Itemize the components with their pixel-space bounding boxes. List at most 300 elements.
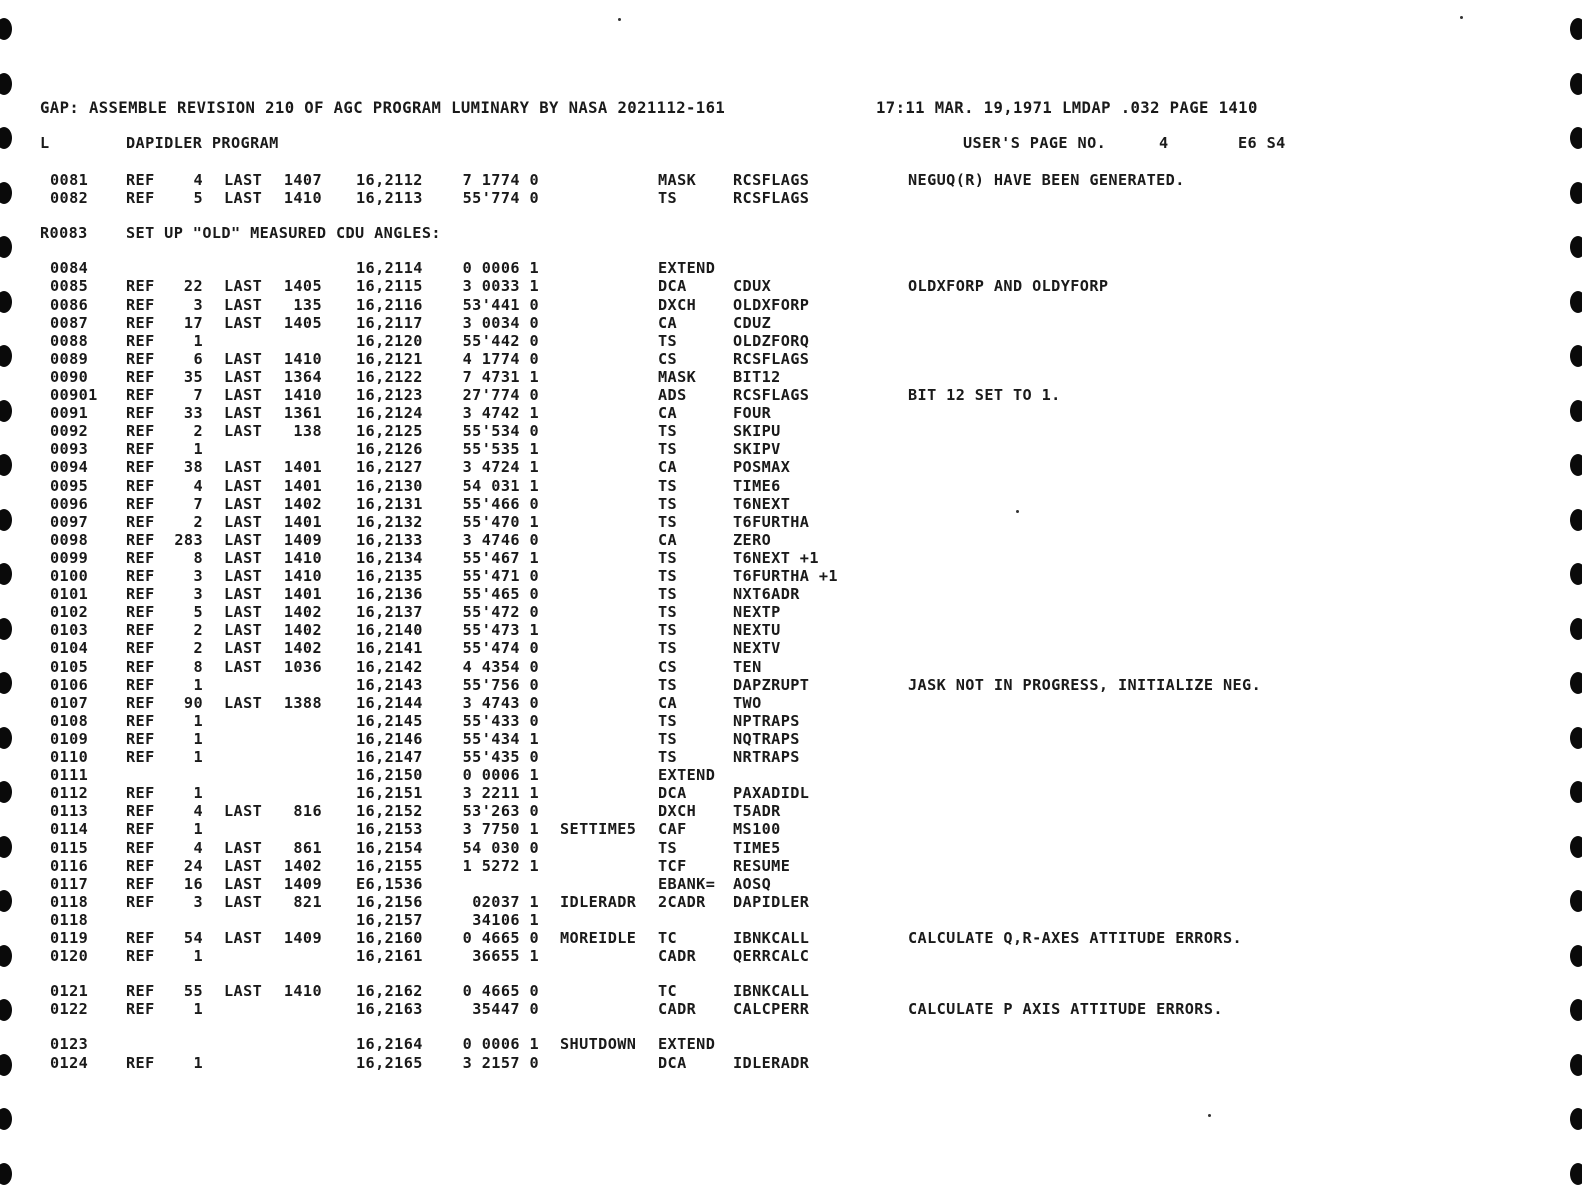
- opcode: EXTEND: [658, 259, 716, 278]
- memory-address: 16,2152: [356, 802, 423, 821]
- ref-count: 1: [193, 820, 203, 839]
- memory-address: 16,2123: [356, 386, 423, 404]
- octal-word: 3 4743 0: [462, 693, 539, 712]
- seq-number: 0085: [50, 277, 89, 296]
- last-page: 861: [293, 838, 322, 857]
- operand: CDUX: [733, 277, 772, 296]
- seq-number: 0091: [50, 404, 89, 423]
- seq-number: 0110: [50, 748, 89, 766]
- memory-address: 16,2156: [356, 892, 423, 911]
- memory-address: 16,2164: [356, 1035, 423, 1054]
- ref-keyword: REF: [126, 639, 155, 658]
- operand: DAPZRUPT: [733, 675, 810, 694]
- ref-count: 90: [183, 693, 203, 712]
- memory-address: 16,2116: [356, 295, 423, 314]
- ref-count: 7: [193, 494, 203, 513]
- last-keyword: LAST: [224, 567, 263, 585]
- last-keyword: LAST: [224, 404, 263, 423]
- ref-count: 38: [183, 458, 203, 477]
- operand: FOUR: [733, 404, 772, 423]
- last-page: 1401: [283, 585, 322, 604]
- symbol-label: IDLERADR: [560, 892, 637, 911]
- ref-keyword: REF: [126, 277, 155, 296]
- operand: NPTRAPS: [733, 711, 800, 730]
- seq-number: 0122: [50, 1000, 89, 1019]
- ref-keyword: REF: [126, 621, 155, 640]
- seq-number: 0086: [50, 295, 89, 314]
- sprocket-hole: [0, 345, 12, 367]
- ref-keyword: REF: [126, 1053, 155, 1072]
- sprocket-hole: [1570, 1054, 1582, 1076]
- opcode: CADR: [658, 947, 697, 966]
- last-keyword: LAST: [224, 367, 263, 386]
- operand: DAPIDLER: [733, 892, 810, 911]
- ref-count: 17: [183, 313, 203, 332]
- octal-word: 55'434 1: [462, 729, 539, 748]
- memory-address: 16,2132: [356, 512, 423, 531]
- last-page: 1364: [283, 367, 322, 386]
- memory-address: 16,2134: [356, 548, 423, 567]
- sprocket-hole: [1570, 727, 1582, 749]
- seq-number: 0124: [50, 1053, 89, 1072]
- opcode: MASK: [658, 171, 697, 189]
- operand: IBNKCALL: [733, 929, 810, 947]
- opcode: TS: [658, 422, 678, 441]
- opcode: EXTEND: [658, 1035, 716, 1054]
- ref-keyword: REF: [126, 567, 155, 585]
- seq-number: 0106: [50, 675, 89, 694]
- last-page: 1409: [283, 929, 322, 947]
- sprocket-hole: [1570, 509, 1582, 531]
- octal-word: 1 5272 1: [462, 856, 539, 875]
- sprocket-hole: [0, 73, 12, 95]
- octal-word: 53'263 0: [462, 802, 539, 821]
- last-keyword: LAST: [224, 548, 263, 567]
- memory-address: 16,2151: [356, 784, 423, 803]
- sprocket-hole: [0, 618, 12, 640]
- last-page: 1410: [283, 548, 322, 567]
- operand: ZERO: [733, 530, 772, 549]
- users-page-label: USER'S PAGE NO.: [963, 134, 1107, 152]
- seq-number: 0088: [50, 331, 89, 350]
- last-page: 1401: [283, 512, 322, 531]
- operand: TIME6: [733, 476, 781, 495]
- symbol-label: SHUTDOWN: [560, 1035, 637, 1054]
- octal-word: 3 0033 1: [462, 277, 539, 296]
- ref-keyword: REF: [126, 476, 155, 495]
- ref-count: 2: [193, 621, 203, 640]
- last-page: 1405: [283, 313, 322, 332]
- comment: JASK NOT IN PROGRESS, INITIALIZE NEG.: [908, 675, 1262, 694]
- memory-address: 16,2140: [356, 621, 423, 640]
- seq-number: 0089: [50, 349, 89, 368]
- ref-keyword: REF: [126, 947, 155, 966]
- last-page: 1410: [283, 386, 322, 404]
- memory-address: 16,2162: [356, 982, 423, 1001]
- ref-keyword: REF: [126, 422, 155, 441]
- ref-count: 2: [193, 639, 203, 658]
- opcode: TC: [658, 982, 678, 1001]
- opcode: CA: [658, 313, 678, 332]
- ref-keyword: REF: [126, 802, 155, 821]
- seq-number: 0108: [50, 711, 89, 730]
- ref-count: 35: [183, 367, 203, 386]
- opcode: CA: [658, 693, 678, 712]
- last-keyword: LAST: [224, 621, 263, 640]
- memory-address: 16,2127: [356, 458, 423, 477]
- sprocket-hole: [1570, 400, 1582, 422]
- memory-address: 16,2143: [356, 675, 423, 694]
- memory-address: 16,2135: [356, 567, 423, 585]
- ref-count: 33: [183, 404, 203, 423]
- sprocket-hole: [1570, 18, 1582, 40]
- sprocket-hole: [0, 291, 12, 313]
- memory-address: 16,2150: [356, 766, 423, 785]
- opcode: EXTEND: [658, 766, 716, 785]
- ref-keyword: REF: [126, 512, 155, 531]
- operand: T6FURTHA +1: [733, 567, 838, 585]
- seq-number: 0114: [50, 820, 89, 839]
- seq-number: 0090: [50, 367, 89, 386]
- opcode: DCA: [658, 784, 687, 803]
- octal-word: 3 0034 0: [462, 313, 539, 332]
- ref-keyword: REF: [126, 820, 155, 839]
- sprocket-hole: [0, 890, 12, 912]
- seq-number: 0119: [50, 929, 89, 947]
- ref-count: 6: [193, 349, 203, 368]
- octal-word: 3 4742 1: [462, 404, 539, 423]
- opcode: DCA: [658, 277, 687, 296]
- paper-speck: [1208, 1114, 1211, 1117]
- memory-address: 16,2131: [356, 494, 423, 513]
- operand: TWO: [733, 693, 762, 712]
- seq-number: 0081: [50, 171, 89, 189]
- sprocket-hole: [1570, 1108, 1582, 1130]
- octal-word: 0 4665 0: [462, 982, 539, 1001]
- sprocket-hole: [1570, 182, 1582, 204]
- comment: CALCULATE Q,R-AXES ATTITUDE ERRORS.: [908, 929, 1243, 947]
- seq-number: 0084: [50, 259, 89, 278]
- last-keyword: LAST: [224, 512, 263, 531]
- ref-count: 55: [183, 982, 203, 1001]
- ref-count: 1: [193, 331, 203, 350]
- last-page: 1361: [283, 404, 322, 423]
- sprocket-hole: [0, 563, 12, 585]
- octal-word: 0 0006 1: [462, 1035, 539, 1054]
- memory-address: 16,2112: [356, 171, 423, 189]
- ref-count: 1: [193, 947, 203, 966]
- ref-keyword: REF: [126, 386, 155, 404]
- ref-count: 2: [193, 422, 203, 441]
- memory-address: 16,2120: [356, 331, 423, 350]
- sprocket-hole: [0, 945, 12, 967]
- last-page: 1410: [283, 349, 322, 368]
- opcode: CS: [658, 349, 678, 368]
- seq-number: 0116: [50, 856, 89, 875]
- ref-keyword: REF: [126, 171, 155, 189]
- seq-number: 0093: [50, 440, 89, 459]
- operand: IDLERADR: [733, 1053, 810, 1072]
- octal-word: 55'471 0: [462, 567, 539, 585]
- operand: NEXTV: [733, 639, 781, 658]
- operand: IBNKCALL: [733, 982, 810, 1001]
- ref-keyword: REF: [126, 548, 155, 567]
- sprocket-hole: [0, 1054, 12, 1076]
- opcode: TS: [658, 440, 678, 459]
- sprocket-hole: [0, 182, 12, 204]
- ref-count: 2: [193, 512, 203, 531]
- octal-word: 53'441 0: [462, 295, 539, 314]
- memory-address: 16,2147: [356, 748, 423, 766]
- memory-address: 16,2153: [356, 820, 423, 839]
- ref-keyword: REF: [126, 440, 155, 459]
- octal-word: 55'435 0: [462, 748, 539, 766]
- ref-count: 7: [193, 386, 203, 404]
- ref-keyword: REF: [126, 313, 155, 332]
- octal-word: 55'474 0: [462, 639, 539, 658]
- operand: RCSFLAGS: [733, 189, 810, 208]
- seq-number: 0098: [50, 530, 89, 549]
- sprocket-hole: [1570, 291, 1582, 313]
- seq-number: 0097: [50, 512, 89, 531]
- last-page: 816: [293, 802, 322, 821]
- sprocket-hole: [1570, 236, 1582, 258]
- sprocket-hole: [1570, 781, 1582, 803]
- octal-word: 55'465 0: [462, 585, 539, 604]
- octal-word: 3 4746 0: [462, 530, 539, 549]
- octal-word: 3 2157 0: [462, 1053, 539, 1072]
- octal-word: 55'467 1: [462, 548, 539, 567]
- octal-word: 54 031 1: [462, 476, 539, 495]
- sprocket-hole: [0, 236, 12, 258]
- ref-keyword: REF: [126, 838, 155, 857]
- ref-count: 4: [193, 838, 203, 857]
- program-name: DAPIDLER PROGRAM: [126, 134, 279, 152]
- opcode: CAF: [658, 820, 687, 839]
- last-page: 1407: [283, 171, 322, 189]
- memory-address: 16,2136: [356, 585, 423, 604]
- seq-number: 0094: [50, 458, 89, 477]
- seq-number: 0082: [50, 189, 89, 208]
- opcode: TCF: [658, 856, 687, 875]
- opcode: TS: [658, 639, 678, 658]
- last-page: 1036: [283, 657, 322, 676]
- sprocket-hole: [1570, 345, 1582, 367]
- opcode: TS: [658, 476, 678, 495]
- memory-address: 16,2145: [356, 711, 423, 730]
- seq-number: 0113: [50, 802, 89, 821]
- operand: PAXADIDL: [733, 784, 810, 803]
- octal-word: 3 4724 1: [462, 458, 539, 477]
- memory-address: 16,2137: [356, 603, 423, 622]
- opcode: CADR: [658, 1000, 697, 1019]
- last-page: 138: [293, 422, 322, 441]
- opcode: DCA: [658, 1053, 687, 1072]
- sprocket-hole: [1570, 890, 1582, 912]
- ref-keyword: REF: [126, 331, 155, 350]
- ref-keyword: REF: [126, 367, 155, 386]
- octal-word: 36655 1: [472, 947, 539, 966]
- memory-address: 16,2165: [356, 1053, 423, 1072]
- last-page: 1409: [283, 874, 322, 893]
- operand: OLDZFORQ: [733, 331, 810, 350]
- ref-keyword: REF: [126, 711, 155, 730]
- memory-address: 16,2163: [356, 1000, 423, 1019]
- operand: POSMAX: [733, 458, 791, 477]
- sprocket-hole: [1570, 563, 1582, 585]
- last-keyword: LAST: [224, 874, 263, 893]
- ref-keyword: REF: [126, 892, 155, 911]
- sprocket-hole: [0, 727, 12, 749]
- last-keyword: LAST: [224, 277, 263, 296]
- seq-number: 0112: [50, 784, 89, 803]
- last-keyword: LAST: [224, 171, 263, 189]
- operand: T6NEXT: [733, 494, 791, 513]
- ref-count: 8: [193, 657, 203, 676]
- seq-number: 0118: [50, 892, 89, 911]
- operand: RCSFLAGS: [733, 386, 810, 404]
- last-page: 1401: [283, 458, 322, 477]
- ref-count: 1: [193, 1000, 203, 1019]
- last-page: 1410: [283, 189, 322, 208]
- sprocket-hole: [0, 400, 12, 422]
- octal-word: 55'756 0: [462, 675, 539, 694]
- last-keyword: LAST: [224, 838, 263, 857]
- ref-count: 5: [193, 603, 203, 622]
- operand: SKIPV: [733, 440, 781, 459]
- octal-word: 27'774 0: [462, 386, 539, 404]
- operand: NEXTP: [733, 603, 781, 622]
- last-keyword: LAST: [224, 295, 263, 314]
- memory-address: 16,2141: [356, 639, 423, 658]
- opcode: TS: [658, 748, 678, 766]
- octal-word: 4 1774 0: [462, 349, 539, 368]
- memory-address: 16,2144: [356, 693, 423, 712]
- opcode: TS: [658, 711, 678, 730]
- operand: NRTRAPS: [733, 748, 800, 766]
- opcode: CA: [658, 530, 678, 549]
- opcode: TS: [658, 548, 678, 567]
- memory-address: 16,2155: [356, 856, 423, 875]
- last-keyword: LAST: [224, 349, 263, 368]
- operand: TEN: [733, 657, 762, 676]
- octal-word: 55'433 0: [462, 711, 539, 730]
- symbol-label: MOREIDLE: [560, 929, 637, 947]
- last-page: 1402: [283, 603, 322, 622]
- opcode: 2CADR: [658, 892, 706, 911]
- opcode: TS: [658, 675, 678, 694]
- ref-count: 4: [193, 802, 203, 821]
- octal-word: 54 030 0: [462, 838, 539, 857]
- section-marker: L: [40, 134, 50, 152]
- operand: BIT12: [733, 367, 781, 386]
- seq-number: 0103: [50, 621, 89, 640]
- opcode: EBANK=: [658, 874, 716, 893]
- ref-keyword: REF: [126, 748, 155, 766]
- opcode: TS: [658, 512, 678, 531]
- seq-number: 0118: [50, 910, 89, 929]
- sprocket-hole: [1570, 836, 1582, 858]
- ref-count: 1: [193, 440, 203, 459]
- seq-number: 0123: [50, 1035, 89, 1054]
- octal-word: 55'466 0: [462, 494, 539, 513]
- ref-count: 3: [193, 567, 203, 585]
- ref-keyword: REF: [126, 458, 155, 477]
- ref-keyword: REF: [126, 929, 155, 947]
- bank-indicator: E6 S4: [1238, 134, 1286, 152]
- comment: NEGUQ(R) HAVE BEEN GENERATED.: [908, 171, 1185, 189]
- users-page-number: 4: [1159, 134, 1169, 152]
- memory-address: E6,1536: [356, 874, 423, 893]
- seq-number: 0115: [50, 838, 89, 857]
- memory-address: 16,2126: [356, 440, 423, 459]
- octal-word: 3 7750 1: [462, 820, 539, 839]
- operand: NQTRAPS: [733, 729, 800, 748]
- seq-number: 0096: [50, 494, 89, 513]
- octal-word: 55'442 0: [462, 331, 539, 350]
- ref-keyword: REF: [126, 856, 155, 875]
- last-page: 821: [293, 892, 322, 911]
- opcode: TS: [658, 189, 678, 208]
- ref-keyword: REF: [126, 603, 155, 622]
- seq-number: R0083: [40, 224, 88, 243]
- operand: NXT6ADR: [733, 585, 800, 604]
- ref-count: 1: [193, 748, 203, 766]
- last-keyword: LAST: [224, 892, 263, 911]
- memory-address: 16,2122: [356, 367, 423, 386]
- ref-count: 4: [193, 171, 203, 189]
- last-page: 1401: [283, 476, 322, 495]
- last-keyword: LAST: [224, 603, 263, 622]
- comment: BIT 12 SET TO 1.: [908, 386, 1061, 404]
- octal-word: 55'472 0: [462, 603, 539, 622]
- ref-keyword: REF: [126, 874, 155, 893]
- last-page: 1402: [283, 856, 322, 875]
- operand: CDUZ: [733, 313, 772, 332]
- operand: T6FURTHA: [733, 512, 810, 531]
- memory-address: 16,2124: [356, 404, 423, 423]
- ref-keyword: REF: [126, 1000, 155, 1019]
- memory-address: 16,2142: [356, 657, 423, 676]
- sprocket-hole: [1570, 618, 1582, 640]
- memory-address: 16,2115: [356, 277, 423, 296]
- octal-word: 7 4731 1: [462, 367, 539, 386]
- last-page: 1402: [283, 621, 322, 640]
- last-keyword: LAST: [224, 386, 263, 404]
- seq-number: 0092: [50, 422, 89, 441]
- seq-number: 0101: [50, 585, 89, 604]
- seq-number: 0117: [50, 874, 89, 893]
- memory-address: 16,2161: [356, 947, 423, 966]
- memory-address: 16,2157: [356, 910, 423, 929]
- operand: AOSQ: [733, 874, 772, 893]
- ref-keyword: REF: [126, 675, 155, 694]
- octal-word: 55'470 1: [462, 512, 539, 531]
- paper-speck: [1016, 510, 1019, 513]
- last-keyword: LAST: [224, 189, 263, 208]
- sprocket-hole: [0, 509, 12, 531]
- paper-speck: [618, 18, 621, 21]
- octal-word: 55'774 0: [462, 189, 539, 208]
- opcode: TS: [658, 603, 678, 622]
- octal-word: 02037 1: [472, 892, 539, 911]
- memory-address: 16,2114: [356, 259, 423, 278]
- seq-number: 0087: [50, 313, 89, 332]
- sprocket-hole: [0, 18, 12, 40]
- ref-count: 1: [193, 729, 203, 748]
- ref-count: 4: [193, 476, 203, 495]
- sprocket-hole: [0, 1163, 12, 1185]
